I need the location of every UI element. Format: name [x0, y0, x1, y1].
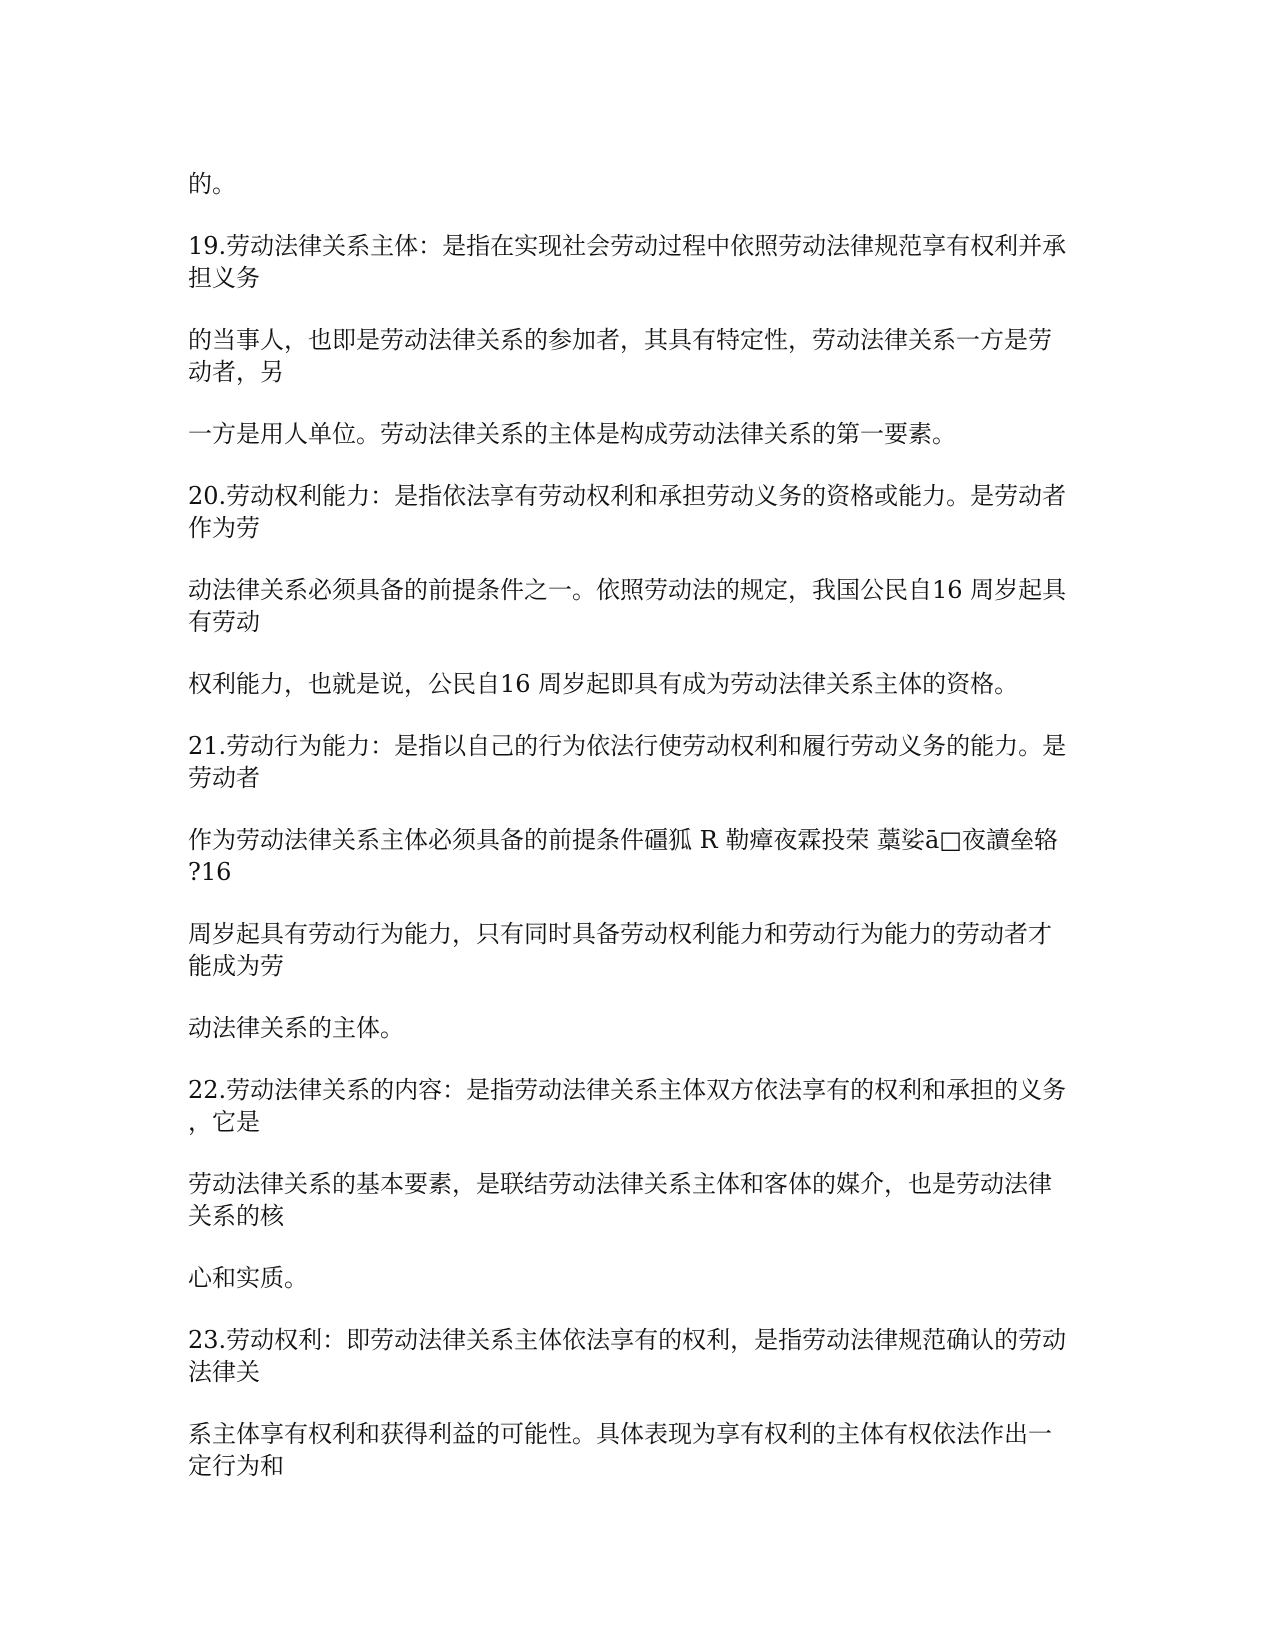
text-line: 的。 — [188, 170, 236, 198]
paragraph — [188, 1168, 1093, 1232]
paragraph — [188, 918, 1093, 982]
text-line: 有劳动 — [188, 608, 260, 636]
paragraph — [188, 574, 1093, 638]
text-line: 一方是用人单位。劳动法律关系的主体是构成劳动法律关系的第一要素。 — [188, 420, 956, 448]
document-body — [188, 168, 1093, 1512]
text-line: 劳动法律关系的基本要素，是联结劳动法律关系主体和客体的媒介，也是劳动法律 — [188, 1170, 1052, 1198]
text-line: 权利能力，也就是说，公民自16 周岁起即具有成为劳动法律关系主体的资格。 — [188, 670, 1019, 698]
text-line: 23.劳动权利：即劳动法律关系主体依法享有的权利，是指劳动法律规范确认的劳动 — [188, 1326, 1067, 1354]
text-line: 担义务 — [188, 264, 260, 292]
paragraph — [188, 1012, 1093, 1044]
text-line: 定行为和 — [188, 1452, 284, 1480]
text-line: 系主体享有权利和获得利益的可能性。具体表现为享有权利的主体有权依法作出一 — [188, 1420, 1052, 1448]
paragraph — [188, 1074, 1093, 1138]
paragraph — [188, 324, 1093, 388]
paragraph — [188, 168, 1093, 200]
text-line: 能成为劳 — [188, 952, 284, 980]
paragraph — [188, 824, 1093, 888]
paragraph — [188, 668, 1093, 700]
paragraph — [188, 730, 1093, 794]
paragraph — [188, 418, 1093, 450]
text-line: 动法律关系的主体。 — [188, 1014, 404, 1042]
paragraph — [188, 230, 1093, 294]
text-line: 的当事人，也即是劳动法律关系的参加者，其具有特定性，劳动法律关系一方是劳 — [188, 326, 1052, 354]
text-line: 作为劳 — [188, 514, 260, 542]
text-line: 周岁起具有劳动行为能力，只有同时具备劳动权利能力和劳动行为能力的劳动者才 — [188, 920, 1052, 948]
paragraph — [188, 1262, 1093, 1294]
text-line: 21.劳动行为能力：是指以自己的行为依法行使劳动权利和履行劳动义务的能力。是 — [188, 732, 1067, 760]
text-line: 动者，另 — [188, 358, 284, 386]
text-line: ?16 — [188, 858, 232, 886]
text-line: 法律关 — [188, 1358, 260, 1386]
text-line: 动法律关系必须具备的前提条件之一。依照劳动法的规定，我国公民自16 周岁起具 — [188, 576, 1067, 604]
text-line: 劳动者 — [188, 764, 260, 792]
paragraph — [188, 1324, 1093, 1388]
text-line: 19.劳动法律关系主体：是指在实现社会劳动过程中依照劳动法律规范享有权利并承 — [188, 232, 1067, 260]
text-line: 心和实质。 — [188, 1264, 308, 1292]
text-line: 作为劳动法律关系主体必须具备的前提条件礓狐 R 勒瘴夜霖投荣 藁娑ā□夜讀垒辂 — [188, 826, 1058, 854]
text-line: ，它是 — [188, 1108, 260, 1136]
paragraph — [188, 480, 1093, 544]
text-line: 20.劳动权利能力：是指依法享有劳动权利和承担劳动义务的资格或能力。是劳动者 — [188, 482, 1067, 510]
paragraph — [188, 1418, 1093, 1482]
text-line: 关系的核 — [188, 1202, 284, 1230]
text-line: 22.劳动法律关系的内容：是指劳动法律关系主体双方依法享有的权利和承担的义务 — [188, 1076, 1067, 1104]
